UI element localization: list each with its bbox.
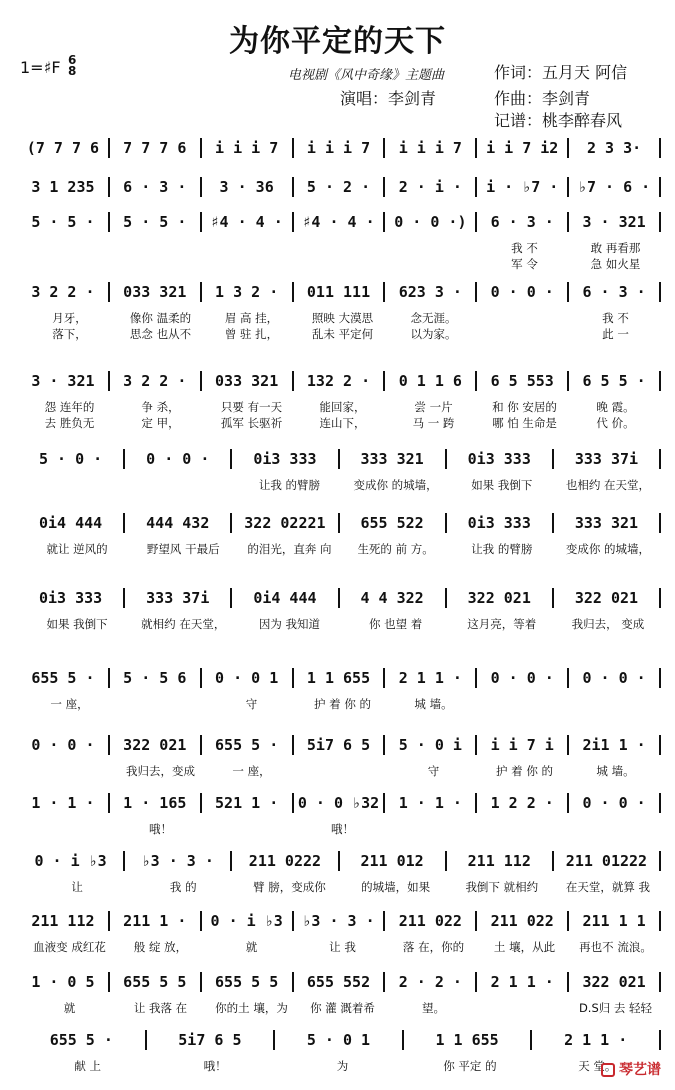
measure: 211 022 (490, 912, 554, 930)
lyric-segment: 一 座， (232, 764, 271, 778)
lyric-segment: 落 在，你的 (402, 940, 465, 954)
lyric-segment: 像你 温柔的 (129, 311, 192, 325)
measure: 0 · 0 1 (215, 669, 279, 687)
measure: 6 · 3 · (123, 178, 187, 196)
barline (659, 735, 661, 755)
brand-icon (601, 1063, 615, 1077)
lyric-segment: 变成你 的城墙， (353, 478, 438, 492)
lyric-segment: 献 上 (74, 1059, 102, 1073)
measure: 333 37i (146, 589, 210, 607)
lyric-segment (115, 240, 206, 256)
measure: 3 · 321 (582, 213, 646, 231)
lyrics-line (24, 616, 661, 632)
lyric-segment: 因为 我知道 (258, 617, 320, 631)
measure: 0i3 333 (467, 514, 531, 532)
lyric-segment: 孤军 长驱祈 (220, 416, 283, 430)
lyric-segment (479, 310, 570, 326)
lyric-segment: 尝 一片 (414, 400, 453, 414)
score-system (0, 735, 675, 795)
measure: 2 · 2 · (398, 973, 462, 991)
lyric-segment: 就 (63, 1001, 76, 1015)
measure: 132 2 · (306, 372, 371, 390)
notes-row (18, 851, 661, 871)
lyric-segment: 你 灌 溉着希 (310, 1001, 375, 1015)
measure: 3 2 2 · (31, 283, 95, 301)
score-system (0, 212, 675, 272)
lyric-segment (206, 240, 297, 256)
measure: 211 112 (31, 912, 95, 930)
lyric-segment: 思念 也从不 (129, 327, 192, 341)
notes-row (18, 668, 661, 688)
measure: 0i4 444 (253, 589, 317, 607)
measure: 2 1 1 · (490, 973, 554, 991)
lyric-segment: 去 胜负无 (44, 416, 95, 430)
lyric-segment: 也相约 在天堂， (565, 478, 651, 492)
key-signature: 1=♯F (20, 58, 61, 77)
lyric-segment (570, 821, 661, 837)
lyric-segment: 守 (245, 697, 258, 711)
lyric-segment (206, 821, 297, 837)
barline (659, 371, 661, 391)
score-system (0, 513, 675, 573)
measure: ♭7 · 6 · (577, 178, 651, 196)
brand-name: 琴艺谱 (619, 1062, 661, 1078)
lyric-segment: 如果 我倒下 (471, 478, 533, 492)
lyric-segment: 乱未 平定何 (311, 327, 374, 341)
lyric-segment (479, 326, 570, 342)
measure: i i 7 i (490, 736, 554, 754)
score-system (0, 793, 675, 853)
measure: 033 321 (215, 372, 279, 390)
lyric-segment: 般 绽 放， (133, 940, 188, 954)
lyric-segment: 让 (71, 880, 83, 894)
barline (659, 282, 661, 302)
notes-row (18, 513, 661, 533)
lyric-segment: 哦！ (203, 1059, 227, 1073)
lyric-segment: 在天堂，就算 我 (565, 880, 651, 894)
lyrics-line (24, 256, 661, 272)
lyrics-line (24, 763, 661, 779)
lyric-segment: 让 我落 在 (133, 1001, 188, 1015)
measure: 1 3 2 · (215, 283, 279, 301)
lyrics-line (24, 240, 661, 256)
lyric-segment (24, 240, 115, 256)
lyric-segment: 落下， (52, 327, 87, 341)
notes-row (18, 449, 661, 469)
measure: 3 1 235 (31, 178, 95, 196)
measure: 623 3 · (398, 283, 462, 301)
barline (659, 588, 661, 608)
lyric-segment: 为 (336, 1059, 349, 1073)
lyric-segment: 天 堂。 (578, 1059, 617, 1073)
measure: 0i3 333 (253, 450, 317, 468)
lyric-segment: 眉 高 挂， (224, 311, 279, 325)
measure: 655 5 · (215, 736, 279, 754)
lyric-segment: 这月亮，等着 (467, 617, 537, 631)
lyric-segment: 野望风 干最后 (146, 542, 220, 556)
notes-row (18, 911, 661, 931)
measure: 0i3 333 (467, 450, 531, 468)
lyric-segment: 敢 再看那 (590, 241, 641, 255)
barline (659, 668, 661, 688)
lyric-segment: 我归去， 变成 (571, 617, 645, 631)
score-system (0, 1030, 675, 1090)
measure: 444 432 (146, 514, 210, 532)
measure: ♭3 · 3 · (302, 912, 375, 930)
lyrics-line (24, 415, 661, 431)
measure: 333 37i (574, 450, 639, 468)
measure: 211 1 · (123, 912, 187, 930)
lyric-segment: 城 墙。 (414, 697, 453, 711)
lyric-segment: 让 我 (329, 940, 356, 954)
lyric-segment (570, 696, 661, 712)
measure: 6 · 3 · (582, 283, 646, 301)
lyric-segment: 守 (427, 764, 440, 778)
lyrics-line (24, 939, 661, 955)
composer: 作曲：李剑青 (494, 89, 591, 108)
lyric-segment (479, 1000, 570, 1016)
lyric-segment: 哪 怕 生命是 (492, 416, 557, 430)
lyric-segment: 让我 的臂膀 (258, 478, 320, 492)
notes-row (18, 1030, 661, 1050)
barline (659, 449, 661, 469)
measure: 0 1 1 6 (398, 372, 462, 390)
measure: 0 · 0 · (490, 669, 554, 687)
lyric-segment: 城 墙。 (596, 764, 635, 778)
measure: i i i 7 (398, 139, 462, 157)
measure: 2 1 1 · (564, 1031, 628, 1049)
measure: 7 7 7 6 (123, 139, 187, 157)
measure: 5i7 6 5 (178, 1031, 242, 1049)
lyrics-line (24, 821, 661, 837)
measure: 655 5 · (31, 669, 95, 687)
notes-row (18, 793, 661, 813)
transcriber: 记谱：桃李醉春风 (494, 111, 623, 130)
lyric-segment: 望。 (422, 1001, 445, 1015)
measure: 322 02221 (244, 514, 326, 532)
singer: 演唱：李剑青 (340, 89, 437, 108)
lyric-segment: 我 的 (169, 880, 197, 894)
lyric-segment (115, 256, 206, 272)
measure: 1 1 655 (435, 1031, 499, 1049)
barline (659, 212, 661, 232)
measure: 0i4 444 (38, 514, 103, 532)
time-signature (68, 55, 76, 77)
notes-row (18, 177, 661, 197)
measure: 211 112 (467, 852, 531, 870)
measure: 5 · 2 · (306, 178, 371, 196)
lyric-segment: 急 如火星 (590, 257, 641, 271)
notes-row (18, 282, 661, 302)
lyric-segment: 你 平定 的 (443, 1059, 497, 1073)
lyric-segment (24, 763, 115, 779)
measure: 0 · 0 · (146, 450, 210, 468)
measure: 033 321 (123, 283, 187, 301)
lyric-segment: 争 杀， (141, 400, 180, 414)
measure: 2 1 1 · (398, 669, 462, 687)
measure: 3 · 36 (219, 178, 274, 196)
lyric-segment: 晚 霞。 (596, 400, 635, 414)
lyric-segment: 我归去，变成 (126, 764, 195, 778)
lyric-segment: 再也不 流浪。 (579, 940, 652, 954)
measure: 322 021 (574, 589, 639, 607)
measure: 1 · 1 · (398, 794, 462, 812)
measure: 211 012 (360, 852, 424, 870)
lyric-segment: 就 (245, 940, 258, 954)
measure: 6 5 553 (490, 372, 554, 390)
lyric-segment: 你 也望 着 (368, 617, 423, 631)
lyricist: 作词：五月天 阿信 (494, 63, 628, 82)
lyric-segment: 你的土 壤，为 (215, 1001, 288, 1015)
lyric-segment: 一 座， (50, 697, 89, 711)
barline (659, 851, 661, 871)
measure: 1 2 2 · (490, 794, 554, 812)
notes-row (18, 371, 661, 391)
lyric-segment: 血液变 成红花 (33, 940, 106, 954)
lyric-segment: 让我 的臂膀 (471, 542, 533, 556)
measure: 5i7 6 5 (306, 736, 371, 754)
measure: 5 · 0 i (398, 736, 462, 754)
notes-row (18, 212, 661, 232)
measure: 0 · 0 ·) (394, 213, 467, 231)
lyric-segment: 和 你 安居的 (492, 400, 557, 414)
lyric-segment: 护 着 你 的 (314, 697, 371, 711)
lyric-segment: 军 令 (511, 257, 538, 271)
measure: ♭3 · 3 · (141, 852, 214, 870)
notes-row (18, 588, 661, 608)
lyric-segment (479, 821, 570, 837)
lyric-segment (24, 477, 130, 493)
lyric-segment (479, 696, 570, 712)
measure: 333 321 (360, 450, 424, 468)
barline (659, 793, 661, 813)
measure: 0 · 0 · (31, 736, 95, 754)
measure: 5 · 5 · (123, 213, 187, 231)
measure: 0 · 0 · (490, 283, 554, 301)
lyric-segment: 此 一 (602, 327, 629, 341)
measure: 5 · 0 · (38, 450, 103, 468)
measure: 3 · 321 (31, 372, 95, 390)
measure: 5 · 5 6 (123, 669, 187, 687)
notes-row (18, 735, 661, 755)
barline (659, 513, 661, 533)
measure: 5 · 5 · (31, 213, 95, 231)
lyric-segment: 代 价。 (596, 416, 635, 430)
measure: 3 2 2 · (123, 372, 187, 390)
measure: 2 · i · (398, 178, 462, 196)
lyric-segment: 就相约 在天堂， (141, 617, 226, 631)
lyric-segment: 月牙， (52, 311, 87, 325)
lyric-segment (24, 256, 115, 272)
measure: ♯4 · 4 · (302, 213, 375, 231)
lyric-segment: 哦！ (149, 822, 172, 836)
lyrics-line (24, 326, 661, 342)
measure: 211 022 (398, 912, 462, 930)
lyric-segment: 护 着 你 的 (496, 764, 553, 778)
barline (659, 138, 661, 158)
measure: 322 021 (467, 589, 531, 607)
measure: 211 01222 (565, 852, 648, 870)
measure: (7 7 7 6 (26, 139, 100, 157)
meter-bottom: 8 (68, 64, 77, 78)
lyric-segment: 能回家， (319, 400, 366, 414)
lyric-segment: 变成你 的城墙， (565, 542, 651, 556)
measure: ♯4 · 4 · (210, 213, 283, 231)
lyric-segment: 就让 逆风的 (46, 542, 108, 556)
measure: 521 1 · (215, 794, 279, 812)
measure: 1 · 165 (123, 794, 187, 812)
measure: 6 · 3 · (490, 213, 554, 231)
lyric-segment: D.S归 去 轻轻 (578, 1001, 653, 1015)
lyrics-line (24, 477, 661, 493)
measure: 655 5 · (49, 1031, 113, 1049)
measure: 2i1 1 · (582, 736, 646, 754)
lyrics-line (24, 879, 661, 895)
measure: 655 5 5 (123, 973, 187, 991)
lyric-segment: 连山下， (319, 416, 366, 430)
lyric-segment (388, 240, 479, 256)
measure: 333 321 (574, 514, 639, 532)
measure: 0 · 0 · (582, 794, 646, 812)
lyric-segment: 我 不 (511, 241, 538, 255)
lyric-segment: 以为家。 (410, 327, 457, 341)
score-system (0, 371, 675, 431)
lyric-segment (297, 240, 388, 256)
meter-top: 6 (68, 53, 77, 67)
subtitle: 电视剧《风中奇缘》主题曲 (288, 68, 445, 83)
measure: 011 111 (306, 283, 371, 301)
lyrics-line (24, 541, 661, 557)
measure: 322 021 (582, 973, 646, 991)
measure: 211 0222 (248, 852, 322, 870)
lyric-segment: 念无涯。 (410, 311, 457, 325)
lyrics-line (24, 1000, 661, 1016)
measure: 0 · 0 · (582, 669, 646, 687)
measure: i i i 7 (306, 139, 371, 157)
lyric-segment: 我倒下 就相约 (465, 880, 539, 894)
measure: 322 021 (123, 736, 187, 754)
score-system (0, 588, 675, 648)
measure: i · ♭7 · (486, 178, 559, 196)
lyric-segment: 的泪光，直奔 向 (247, 542, 332, 556)
lyrics-line (24, 399, 661, 415)
measure: 211 1 1 (582, 912, 646, 930)
measure: 655 522 (360, 514, 424, 532)
barline (659, 177, 661, 197)
lyric-segment: 如果 我倒下 (46, 617, 108, 631)
measure: i i 7 i2 (486, 139, 559, 157)
lyric-segment: 照映 大漠思 (311, 311, 374, 325)
lyric-segment: 曾 驻 扎， (224, 327, 279, 341)
measure: 1 · 0 5 (31, 973, 95, 991)
lyric-segment (115, 696, 206, 712)
score-system (0, 449, 675, 509)
lyric-segment (130, 477, 236, 493)
lyric-segment (388, 821, 479, 837)
notes-row (18, 138, 661, 158)
lyrics-line (24, 696, 661, 712)
measure: 4 4 322 (360, 589, 424, 607)
measure: 5 · 0 1 (306, 1031, 371, 1049)
score-system (0, 911, 675, 971)
barline (659, 911, 661, 931)
barline (659, 1030, 661, 1050)
measure: 0 · 0 ♭32 (297, 794, 380, 812)
lyric-segment: 怨 连年的 (44, 400, 95, 414)
song-title: 为你平定的天下 (229, 24, 446, 59)
lyric-segment: 臂 膀，变成你 (253, 880, 326, 894)
measure: i i i 7 (215, 139, 279, 157)
lyrics-line (24, 310, 661, 326)
measure: 2 3 3· (586, 139, 642, 157)
measure: 655 5 5 (215, 973, 279, 991)
lyric-segment (388, 256, 479, 272)
measure: 6 5 5 · (582, 372, 646, 390)
lyric-segment (206, 256, 297, 272)
measure: 1 1 655 (306, 669, 371, 687)
measure: 1 · 1 · (31, 794, 95, 812)
lyric-segment: 的城墙，如果 (361, 880, 431, 894)
score-system (0, 282, 675, 342)
lyric-segment: 只要 有一天 (220, 400, 283, 414)
lyric-segment (297, 763, 388, 779)
lyrics-line (24, 1058, 661, 1074)
measure: 0 · i ♭3 (34, 852, 107, 870)
lyric-segment (297, 256, 388, 272)
lyric-segment: 土 壤，从此 (493, 940, 556, 954)
score-system (0, 972, 675, 1032)
lyric-segment: 哦！ (331, 822, 354, 836)
score-system (0, 851, 675, 911)
measure: 0i3 333 (38, 589, 103, 607)
lyric-segment (24, 821, 115, 837)
score-system (0, 668, 675, 728)
lyric-segment: 生死的 前 方。 (357, 542, 434, 556)
lyric-segment: 马 一 跨 (412, 416, 455, 430)
notes-row (18, 972, 661, 992)
measure: 655 552 (306, 973, 371, 991)
barline (659, 972, 661, 992)
brand-logo (601, 1059, 661, 1079)
lyric-segment: 我 不 (602, 311, 629, 325)
measure: 0 · i ♭3 (210, 912, 283, 930)
lyric-segment: 定 甲， (141, 416, 180, 430)
